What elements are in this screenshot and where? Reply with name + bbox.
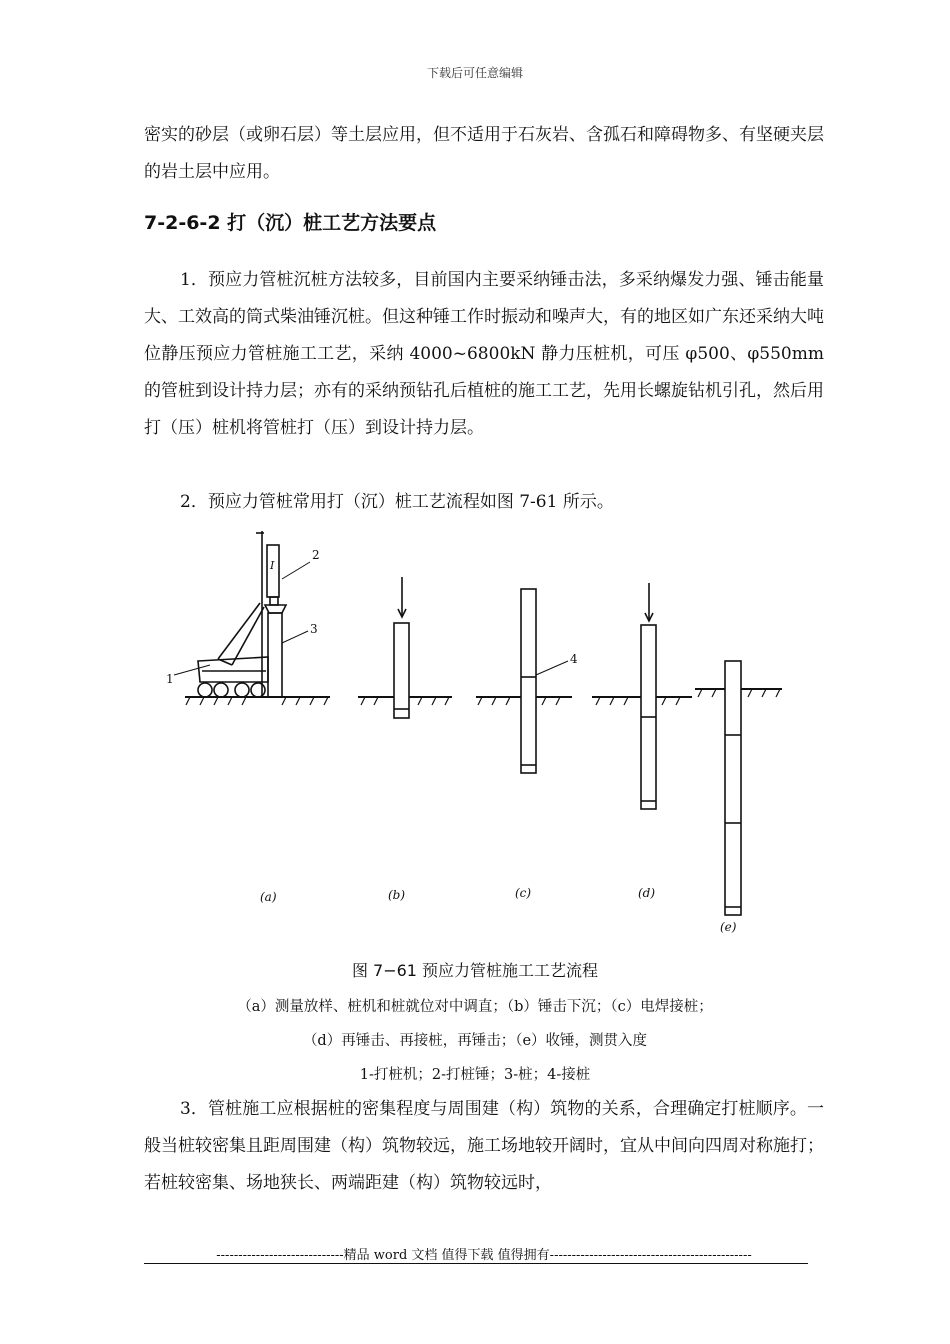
figure-legend-line-1: （a）测量放样、桩机和桩就位对中调直；（b）锤击下沉；（c）电焊接桩； xyxy=(237,999,713,1015)
label-3: 3 xyxy=(310,622,318,636)
panel-label-a: (a) xyxy=(260,890,277,904)
section-heading: 7-2-6-2 打（沉）桩工艺方法要点 xyxy=(144,212,437,234)
panel-label-d: (d) xyxy=(638,886,656,900)
figure-legend-line-2: （d）再锤击、再接桩，再锤击；（e）收锤，测贯入度 xyxy=(302,1033,648,1049)
paragraph-3: 3．管桩施工应根据桩的密集程度与周围建（构）筑物的关系，合理确定打桩顺序。一般当桩较密集且距周围建（构）筑物较远，施工场地较开阔时，宜从中间向四周对称施打；若桩较密集、场地狭长、两端距建（构）筑物较远时， xyxy=(144,1099,824,1193)
hammer-mark: I xyxy=(270,559,275,572)
paragraph-2: 2．预应力管桩常用打（沉）桩工艺流程如图 7-61 所示。 xyxy=(180,492,614,512)
paragraph-1: 1．预应力管桩沉桩方法较多，目前国内主要采纳锤击法，多采纳爆发力强、锤击能量大、工效高的筒式柴油锤沉桩。但这种锤工作时振动和噪声大，有的地区如广东还采纳大吨位静压预应力管桩施工工艺，采纳 4000~6800kN 静力压桩机，可压 φ500、φ550mm 的管桩到设计持力层；亦有的采纳预钻孔后植桩的施工工艺，先用长螺旋钻机引孔，然后用打（压）桩机将管桩打（压）到设计持力层。 xyxy=(144,270,824,438)
panel-a-pile-driver xyxy=(174,531,330,697)
page-header: 下载后可任意编辑 xyxy=(426,66,523,80)
figure-caption: 图 7−61 预应力管桩施工工艺流程 xyxy=(351,961,599,980)
panel-e-final xyxy=(695,661,782,915)
label-1: 1 xyxy=(166,672,174,686)
panel-b-hammering xyxy=(358,577,452,718)
panel-label-b: (b) xyxy=(388,888,406,902)
label-4: 4 xyxy=(570,652,578,666)
figure-legend-line-3: 1-打桩机；2-打桩锤；3-桩；4-接桩 xyxy=(359,1067,591,1083)
panel-label-e: (e) xyxy=(720,920,737,934)
panel-label-c: (c) xyxy=(515,886,532,900)
footer-rule xyxy=(144,1263,808,1264)
page-footer: -----------------------------精品 word 文档 值得下载 值得拥有---------------------------------------------- xyxy=(216,1248,752,1263)
panel-c-welding xyxy=(476,589,572,773)
pile-process-figure xyxy=(160,525,790,945)
label-2: 2 xyxy=(312,548,320,562)
pile-process-diagram xyxy=(160,525,790,945)
paragraph-intro: 密实的砂层（或卵石层）等土层应用，但不适用于石灰岩、含孤石和障碍物多、有坚硬夹层的岩土层中应用。 xyxy=(144,125,824,182)
panel-d-rehammering xyxy=(592,583,692,809)
